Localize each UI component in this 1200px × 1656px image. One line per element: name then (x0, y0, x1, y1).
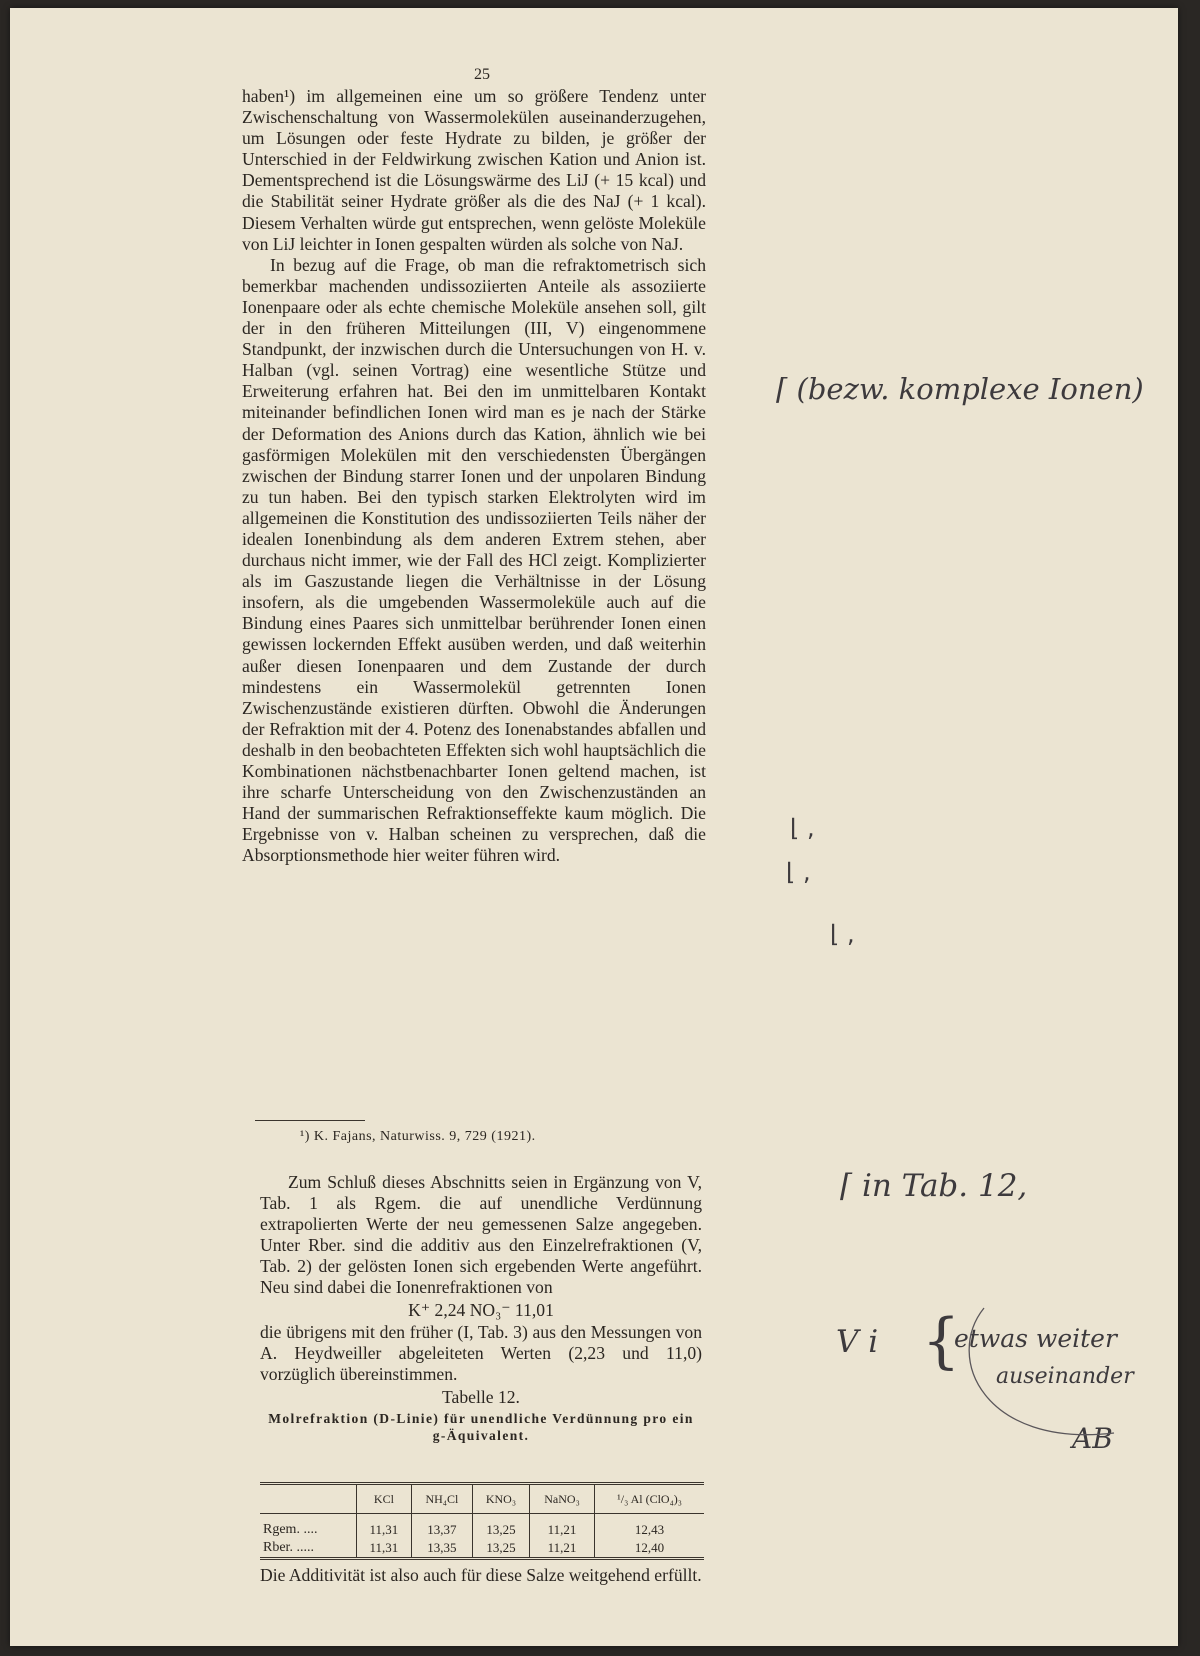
main-text-column (242, 86, 706, 866)
table-cell: 13,25 (472, 1539, 529, 1559)
table-title: Tabelle 12. (442, 1386, 520, 1407)
paragraph-1: haben¹) im allgemeinen eine um so größere Tendenz unter Zwischenschaltung von Wassermolekülen auseinanderzugehen, um Lösungen oder feste Hydrate zu bilden, je größer der Unterschied in der Feldwirkung zwischen Kation und Anion ist. Dementsprechend ist die Lösungswärme des LiJ (+ 15 kcal) und die Stabilität seiner Hydrate größer als die des NaJ (+ 1 kcal). Diesem Verhalten würde gut entsprechen, wenn gelöste Moleküle von LiJ leichter in Ionen gespalten würden als solche von NaJ. (242, 86, 706, 254)
handwritten-initials: AB (1072, 1422, 1113, 1455)
handwritten-mark: ⌊ , (830, 920, 855, 948)
ion-refraction-formula: K⁺ 2,24 NO₃⁻ 11,01 (408, 1299, 554, 1320)
table-header-cell (260, 1484, 357, 1514)
footnote: ¹) K. Fajans, Naturwiss. 9, 729 (1921). (300, 1129, 536, 1144)
table-header-cell: NaNO₃ (529, 1484, 594, 1514)
table-header-cell: NH₄Cl (411, 1484, 472, 1514)
handwritten-note-wider: etwas weiter (954, 1324, 1117, 1353)
table-header-row (260, 1484, 704, 1514)
handwritten-note-complex-ions: ⌈ (bezw. komplexe Ionen) (776, 372, 1144, 406)
table-cell: Rber. ..... (260, 1539, 357, 1559)
document-page (10, 8, 1178, 1646)
table-cell: 11,21 (529, 1539, 594, 1559)
paragraph-4: die übrigens mit den früher (I, Tab. 3) aus den Messungen von A. Heydweiller abgeleiteten Werten (2,23 und 11,0) vorzüglich übereinstimmen. (260, 1321, 702, 1384)
table-cell: 13,35 (411, 1539, 472, 1559)
section-end-text (260, 1172, 702, 1444)
table-header-cell: KCl (357, 1484, 412, 1514)
table-cell: 13,37 (411, 1514, 472, 1540)
handwritten-note-table: ⌈ in Tab. 12, (840, 1168, 1028, 1204)
handwritten-note-apart: auseinander (996, 1364, 1134, 1389)
table-cell: 11,31 (357, 1514, 412, 1540)
paragraph-3: Zum Schluß dieses Abschnitts seien in Ergänzung von V, Tab. 1 als Rgem. die auf unendliche Verdünnung extrapolierten Werte der neu gemessenen Salze angegeben. Unter Rber. sind die additiv aus den Einzelrefraktionen (V, Tab. 2) der gelösten Ionen sich ergebenden Werte angeführt. Neu sind dabei die Ionenrefraktionen von (260, 1172, 702, 1298)
table-caption: Molrefraktion (D-Linie) für unendliche Verdünnung pro ein g-Äquivalent. (268, 1411, 694, 1444)
page-number: 25 (474, 66, 490, 83)
data-table (260, 1482, 704, 1560)
table-cell: 11,31 (357, 1539, 412, 1559)
closing-sentence: Die Additivität ist also auch für diese Salze weitgehend erfüllt. (260, 1565, 702, 1585)
table-header-cell: ¹/₃ Al (ClO₄)₃ (595, 1484, 704, 1514)
table-cell: 12,43 (595, 1514, 704, 1540)
paragraph-2: In bezug auf die Frage, ob man die refraktometrisch sich bemerkbar machenden undissoziierten Anteile als assoziierte Ionenpaare oder als echte chemische Moleküle ansehen soll, gilt der in den früheren Mitteilungen (III, V) eingenommene Standpunkt, der inzwischen durch die Untersuchungen von H. v. Halban (vgl. seinen Vortrag) eine wesentliche Stütze und Erweiterung erfahren hat. Bei den im unmittelbaren Kontakt miteinander befindlichen Ionen wird man es je nach der Stärke der Deformation des Anions durch das Kation, ähnlich wie bei gasförmigen Molekülen mit den verschiedensten Übergängen zwischen der Bindung starrer Ionen und der unpolaren Bindung zu tun haben. Bei den typisch starken Elektrolyten wird im allgemeinen die Konstitution des undissoziierten Teils näher der idealen Ionenbindung als dem anderen Extrem stehen, aber durchaus nicht immer, wie der Fall des HCl zeigt. Komplizierter als im Gaszustande liegen die Verhältnisse in der Lösung insofern, als die umgebenden Wassermoleküle auch auf die Bindung eines Paares sich unmittelbar berührender Ionen einen gewissen lockernden Effekt ausüben werden, und daß weiterhin außer diesen Ionenpaaren und dem Zustande der durch mindestens ein Wassermolekül getrennten Ionen Zwischenzustände existieren dürften. Obwohl die Änderungen der Refraktion mit der 4. Potenz des Ionenabstandes abfallen und deshalb in den beobachteten Effekten sich wohl hauptsächlich die Kombinationen nächstbenachbarter Ionen geltend machen, ist ihre scharfe Unterscheidung von den Zwischenzuständen an Hand der summarischen Refraktionseffekte kaum möglich. Die Ergebnisse von v. Halban scheinen zu versprechen, daß die Absorptionsmethode hier weiter führen wird. (242, 254, 706, 866)
table-cell: Rgem. .... (263, 1522, 318, 1537)
table-header-cell: KNO₃ (472, 1484, 529, 1514)
handwritten-note-v-i: V i (836, 1324, 879, 1360)
handwritten-brace: { (922, 1306, 961, 1376)
table-cell: 13,25 (472, 1514, 529, 1540)
handwritten-mark: ⌊ , (790, 814, 815, 842)
handwritten-mark: ⌊ , (786, 858, 811, 886)
table-row (260, 1539, 704, 1559)
table-cell: 12,40 (595, 1539, 704, 1559)
table-cell: 11,21 (529, 1514, 594, 1540)
table-row (260, 1514, 704, 1540)
handwritten-arc (954, 1298, 1154, 1458)
footnote-rule (255, 1120, 365, 1121)
